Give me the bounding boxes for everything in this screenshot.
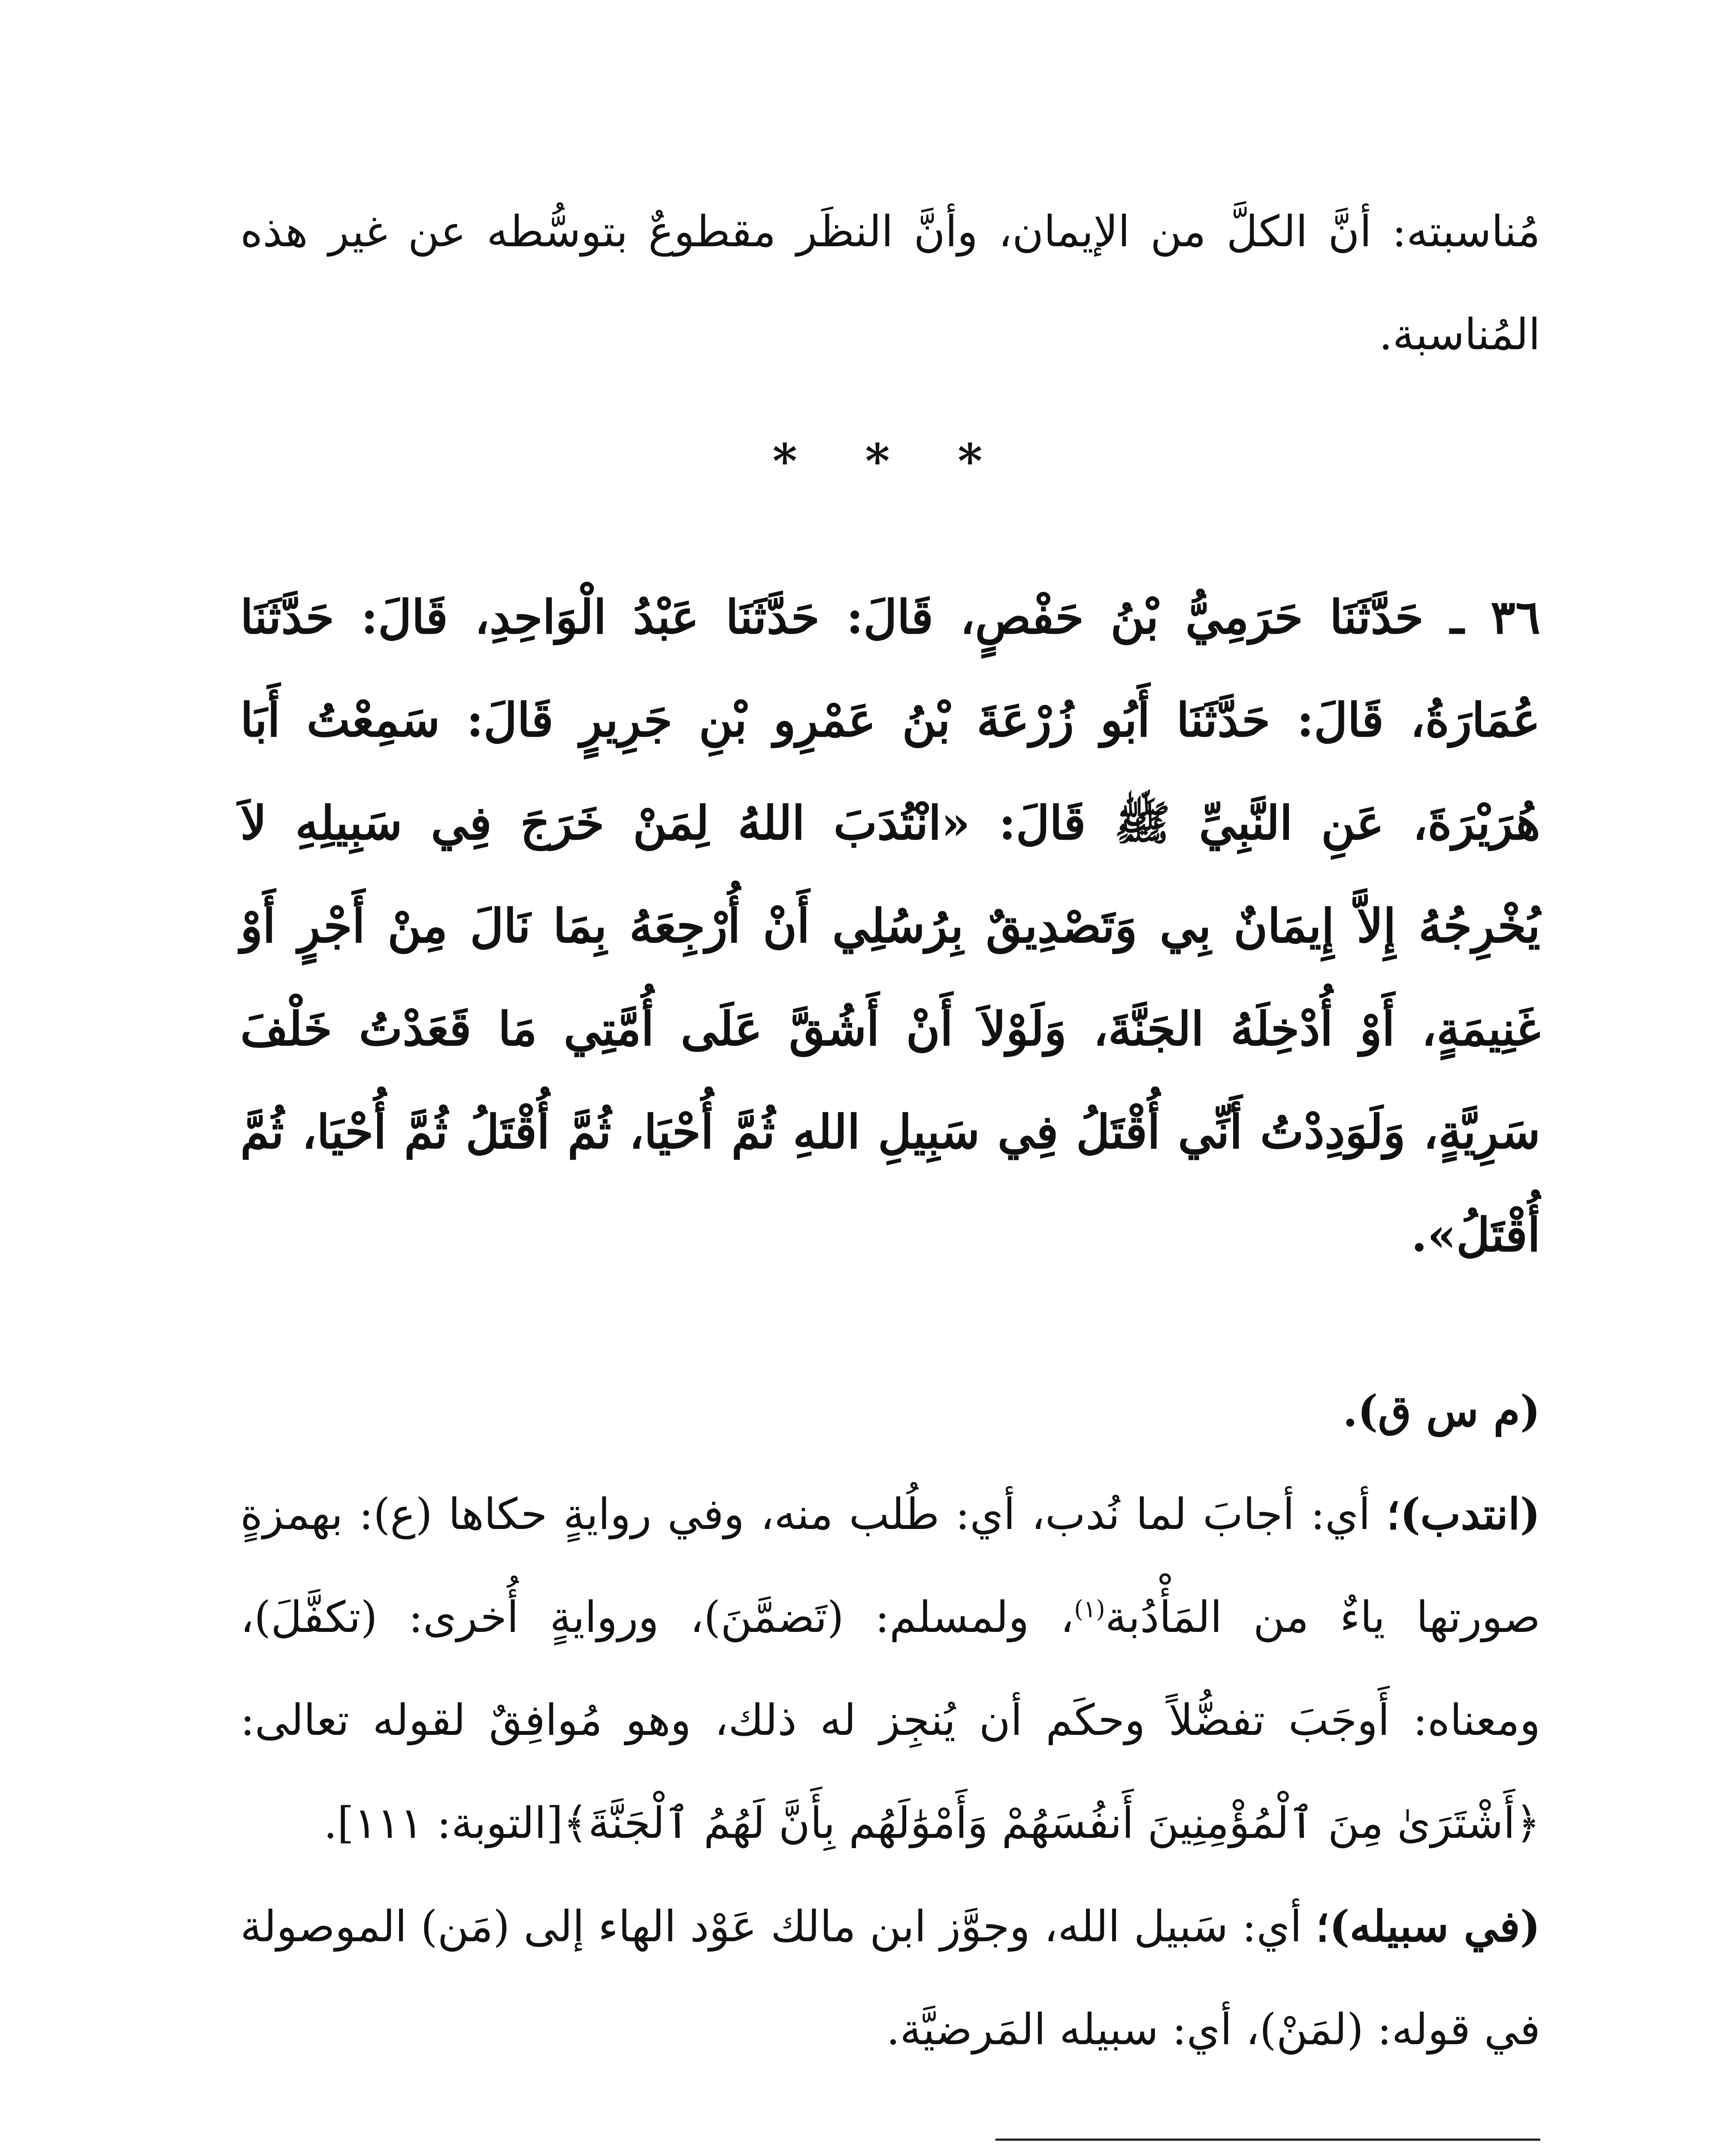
commentary-paragraph-1: [240, 1462, 1540, 1875]
page-body: [240, 180, 1540, 2081]
commentary-text-1b: ، ولمسلم: (تَضمَّنَ)، وروايةٍ أُخرى: (تكفَّلَ)، ومعناه: أَوجَبَ تفضُّلاً وحكَم أن يُنجِز له ذلك، وهو مُوافِقٌ لقوله تعالى: ﴿أَشْتَرَىٰ مِنَ ٱلْمُؤْمِنِينَ أَنفُسَهُمْ وَأَمْوَٰلَهُم بِأَنَّ لَهُمُ ٱلْجَنَّةَ﴾[التوبة: ١١١].: [240, 1592, 1540, 1848]
footnote-reference: (١): [1074, 1595, 1105, 1623]
commentary-term-1: (انتدب)؛: [1386, 1489, 1540, 1539]
hadith-text: ٣٦ ـ حَدَّثَنَا حَرَمِيُّ بْنُ حَفْصٍ، قَالَ: حَدَّثَنَا عَبْدُ الْوَاحِدِ، قَالَ: حَدَّثَنَا عُمَارَةُ، قَالَ: حَدَّثَنَا أَبُو زُرْعَةَ بْنُ عَمْرِو بْنِ جَرِيرٍ قَالَ: سَمِعْتُ أَبَا هُرَيْرَةَ، عَنِ النَّبِيِّ ﷺ قَالَ: «انْتُدَبَ اللهُ لِمَنْ خَرَجَ فِي سَبِيلِهِ لاَ يُخْرِجُهُ إِلاَّ إِيمَانٌ بِي وَتَصْدِيقٌ بِرُسُلِي أَنْ أُرْجِعَهُ بِمَا نَالَ مِنْ أَجْرٍ أَوْ غَنِيمَةٍ، أَوْ أُدْخِلَهُ الجَنَّةَ، وَلَوْلاَ أَنْ أَشُقَّ عَلَى أُمَّتِي مَا قَعَدْتُ خَلْفَ سَرِيَّةٍ، وَلَوَدِدْتُ أَنِّي أُقْتَلُ فِي سَبِيلِ اللهِ ثُمَّ أُحْيَا، ثُمَّ أُقْتَلُ ثُمَّ أُحْيَا، ثُمَّ أُقْتَلُ».: [240, 590, 1540, 1262]
commentary-text-1a: أي: أجابَ لما نُدب، أي: طُلب منه، وفي روايةٍ حكاها (ع): بهمزةٍ صورتها ياءٌ من المَأْدُبة: [240, 1489, 1541, 1642]
section-separator: * * *: [772, 433, 1008, 489]
commentary-term-2: (في سبيله)؛: [1316, 1901, 1540, 1952]
hadith-source: (م س ق).: [1343, 1386, 1540, 1436]
commentary-text-2: أي: سَبيل الله، وجوَّز ابن مالك عَوْد الهاء إلى (مَن) الموصولة في قوله: (لمَنْ)، أي: سبيله المَرضيَّة.: [240, 1901, 1540, 2054]
intro-paragraph: مُناسبته: أنَّ الكلَّ من الإيمان، وأنَّ النظَر مقطوعٌ بتوسُّطه عن غير هذه المُناسبة.: [240, 206, 1540, 360]
commentary-paragraph-2: [240, 1875, 1540, 2081]
footnote-divider: [995, 2139, 1540, 2141]
